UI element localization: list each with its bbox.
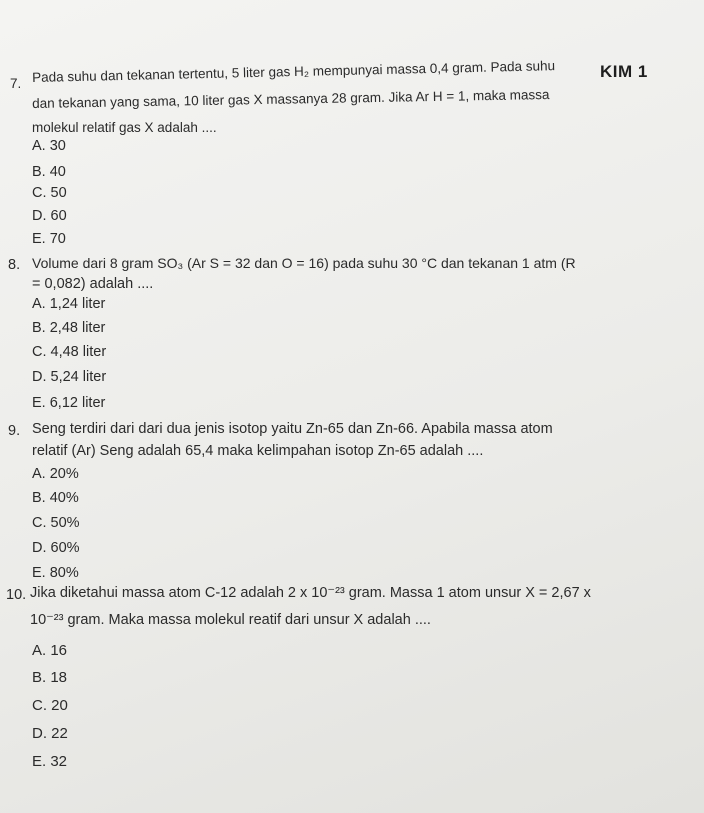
question-number: 7. <box>10 76 22 91</box>
question-text-line: relatif (Ar) Seng adalah 65,4 maka kelimpahan isotop Zn-65 adalah .... <box>32 443 484 459</box>
option-item[interactable]: D. 5,24 liter <box>32 369 107 385</box>
option-item[interactable]: C. 20 <box>32 697 68 714</box>
question-text-line: Pada suhu dan tekanan tertentu, 5 liter gas H₂ mempunyai massa 0,4 gram. Pada suhu <box>32 58 556 85</box>
option-item[interactable]: A. 1,24 liter <box>32 296 106 312</box>
option-item[interactable]: D. 60 <box>32 208 67 224</box>
question-text-line: molekul relatif gas X adalah .... <box>32 120 217 135</box>
option-item[interactable]: B. 40 <box>32 164 66 180</box>
option-item[interactable]: A. 20% <box>32 466 79 482</box>
question-number: 10. <box>6 587 27 603</box>
question-text-line: = 0,082) adalah .... <box>32 276 154 292</box>
option-item[interactable]: B. 18 <box>32 669 68 686</box>
option-item[interactable]: B. 40% <box>32 490 79 506</box>
option-item[interactable]: C. 50 <box>32 185 67 201</box>
option-item[interactable]: A. 16 <box>32 642 68 659</box>
question-number: 8. <box>8 257 21 273</box>
question-text-line: dan tekanan yang sama, 10 liter gas X massanya 28 gram. Jika Ar H = 1, maka massa <box>32 86 550 111</box>
option-item[interactable]: E. 32 <box>32 753 68 770</box>
option-item[interactable]: B. 2,48 liter <box>32 320 106 336</box>
option-item[interactable]: A. 30 <box>32 138 66 154</box>
option-item[interactable]: C. 4,48 liter <box>32 344 107 360</box>
option-item[interactable]: E. 6,12 liter <box>32 395 106 411</box>
option-item[interactable]: D. 22 <box>32 725 68 742</box>
question-number: 9. <box>8 423 21 439</box>
option-item[interactable]: E. 70 <box>32 231 66 247</box>
option-item[interactable]: E. 80% <box>32 565 79 581</box>
question-text-line: 10⁻²³ gram. Maka massa molekul reatif dari unsur X adalah .... <box>30 612 431 628</box>
worksheet-header: KIM 1 <box>600 62 648 81</box>
option-item[interactable]: C. 50% <box>32 515 80 531</box>
question-text-line: Seng terdiri dari dari dua jenis isotop yaitu Zn-65 dan Zn-66. Apabila massa atom <box>32 421 553 437</box>
option-item[interactable]: D. 60% <box>32 540 80 556</box>
question-text-line: Jika diketahui massa atom C-12 adalah 2 x 10⁻²³ gram. Massa 1 atom unsur X = 2,67 x <box>30 585 591 601</box>
question-text-line: Volume dari 8 gram SO₃ (Ar S = 32 dan O = 16) pada suhu 30 °C dan tekanan 1 atm (R <box>32 255 576 271</box>
